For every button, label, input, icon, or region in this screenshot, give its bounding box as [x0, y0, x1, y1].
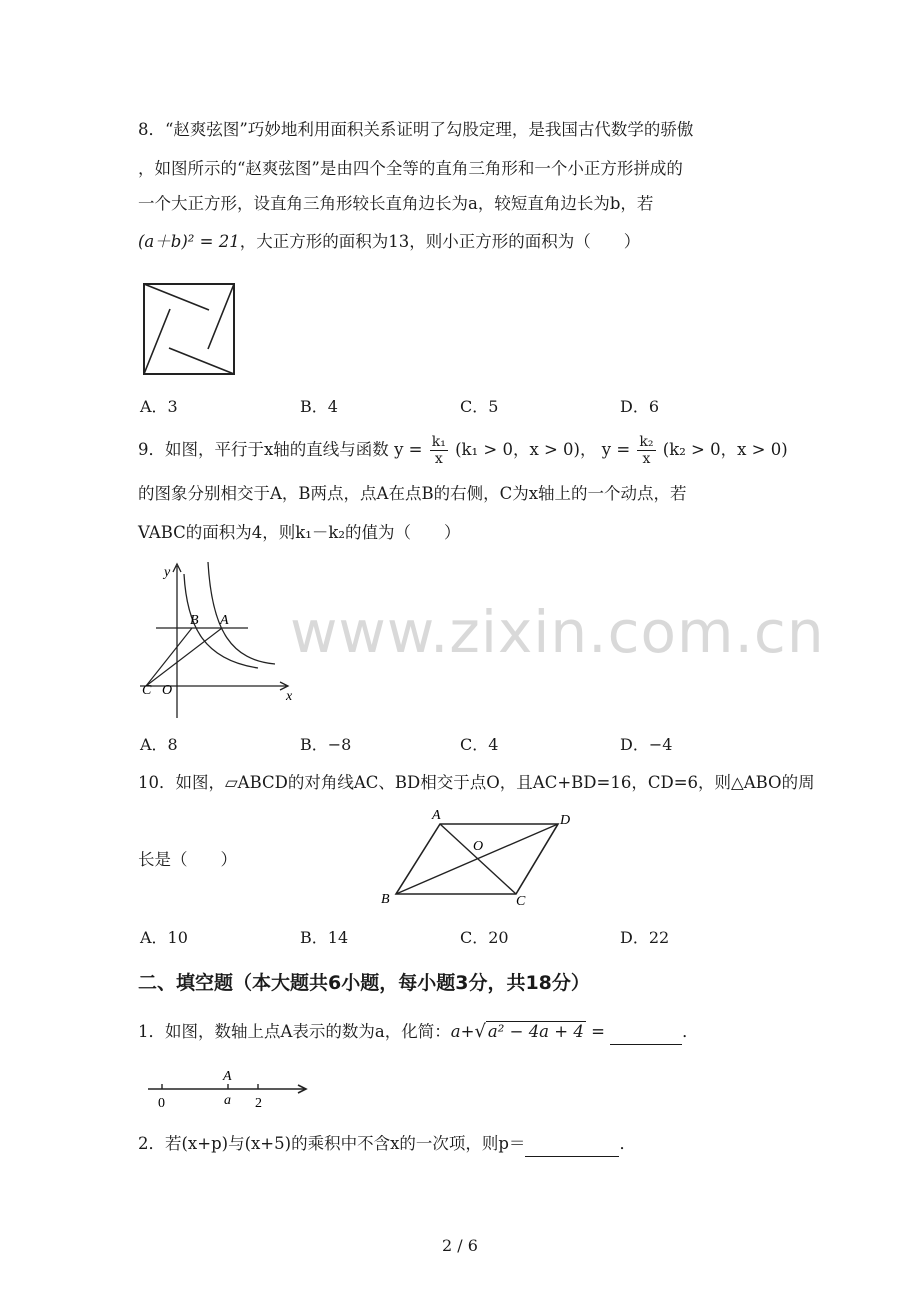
label-b: B	[381, 892, 390, 907]
q8-option-a[interactable]: A．3	[140, 397, 178, 416]
q9-f1-lhs: y =	[394, 440, 423, 459]
q8-line4	[138, 230, 640, 254]
q9-option-b[interactable]: B．−8	[300, 735, 352, 754]
q9-line3	[138, 521, 461, 545]
label-c: C	[516, 894, 526, 909]
q9-line1-prefix: 9．如图，平行于x轴的直线与函数	[138, 440, 389, 459]
q8-option-c[interactable]: C．5	[460, 397, 499, 416]
q8-line2: ，如图所示的“赵爽弦图”是由四个全等的直角三角形和一个小正方形拼成的	[138, 159, 683, 178]
label-d: D	[560, 813, 571, 828]
q9-f1-num: k₁	[431, 434, 446, 450]
q9-f1-cond: (k₁ > 0，x > 0)	[455, 440, 580, 459]
q9-f2-cond: (k₂ > 0，x > 0)	[662, 440, 788, 459]
q9-f1-den: x	[434, 451, 443, 467]
f2-line	[138, 1132, 636, 1157]
segment-cb	[146, 628, 192, 686]
q9-option-c[interactable]: C．4	[460, 735, 499, 754]
label-y: y	[164, 565, 171, 580]
f1-line	[138, 1020, 699, 1045]
q10-option-a[interactable]: A．10	[140, 928, 188, 947]
f1-sqrt-body: a² − 4a + 4	[487, 1022, 584, 1041]
q9-f2-num: k₂	[639, 434, 654, 450]
f1-equals: =	[591, 1022, 605, 1041]
zhao-shuang-diagram	[143, 283, 237, 377]
label-x: x	[286, 689, 293, 704]
page-number: 2 / 6	[442, 1236, 478, 1255]
label-a: A	[432, 808, 441, 823]
sqrt-icon: √	[474, 1021, 486, 1042]
f1-prefix: 1．如图，数轴上点A表示的数为a，化简：	[138, 1022, 451, 1041]
label-o: O	[473, 839, 484, 854]
f2-text: 2．若(x+p)与(x+5)的乘积中不含x的一次项，则p＝	[138, 1134, 526, 1153]
f1-end: ．	[682, 1022, 699, 1041]
q9-line3-prefix: VABC的面积为4，则	[138, 523, 296, 542]
q8-option-d[interactable]: D．6	[620, 397, 660, 416]
q9-f2-den: x	[642, 451, 651, 467]
q9-option-a[interactable]: A．8	[140, 735, 178, 754]
label-two: 2	[255, 1096, 262, 1111]
q9-line1	[138, 432, 788, 468]
q9-option-d[interactable]: D．−4	[620, 735, 673, 754]
q9-line2: 的图象分别相交于A，B两点，点A在点B的右侧，C为x轴上的一个动点，若	[138, 484, 687, 503]
label-a: a	[224, 1093, 231, 1108]
watermark: www.zixin.com.cn	[290, 598, 825, 666]
curve-k1	[208, 562, 275, 664]
f2-end: ．	[619, 1134, 636, 1153]
q9-fraction-1	[430, 434, 448, 467]
q8-line1: 8．“赵爽弦图”巧妙地利用面积关系证明了勾股定理，是我国古代数学的骄傲	[138, 120, 694, 139]
q9-sep: ，	[580, 440, 597, 459]
f1-answer-blank[interactable]	[610, 1020, 682, 1045]
segment-ca	[146, 628, 222, 686]
f2-answer-blank[interactable]	[525, 1132, 619, 1157]
label-b: B	[190, 613, 199, 628]
q9-line3-suffix: 的值为（ ）	[345, 523, 461, 542]
q10-line1: 10．如图，▱ABCD的对角线AC、BD相交于点O，且AC+BD=16，CD=6，则△ABO的周	[138, 773, 815, 792]
q9-line3-expr: k₁－k₂	[295, 523, 345, 542]
label-zero: 0	[158, 1096, 165, 1111]
q8-line3: 一个大正方形，设直角三角形较长直角边长为a，较短直角边长为b，若	[138, 194, 654, 213]
q9-fraction-2	[637, 434, 655, 467]
label-point-a: A	[223, 1069, 232, 1084]
diagonal-bd	[396, 824, 558, 894]
number-line	[146, 1066, 311, 1112]
label-c: C	[142, 683, 152, 698]
f1-expr-a: a+	[450, 1022, 475, 1041]
hyperbola-graph	[140, 560, 305, 720]
label-a: A	[220, 613, 229, 628]
q10-line2: 长是（ ）	[138, 850, 237, 869]
q9-f2-lhs: y =	[601, 440, 631, 459]
q10-option-c[interactable]: C．20	[460, 928, 509, 947]
q10-option-d[interactable]: D．22	[620, 928, 670, 947]
label-o: O	[162, 683, 173, 698]
q8-option-b[interactable]: B．4	[300, 397, 338, 416]
section-heading: 二、填空题（本大题共6小题，每小题3分，共18分）	[138, 972, 590, 994]
q10-option-b[interactable]: B．14	[300, 928, 349, 947]
q8-formula: (a＋b)² = 21	[138, 232, 240, 251]
parallelogram-figure	[378, 806, 578, 911]
q8-line4-text: ，大正方形的面积为13，则小正方形的面积为（ ）	[239, 232, 641, 251]
